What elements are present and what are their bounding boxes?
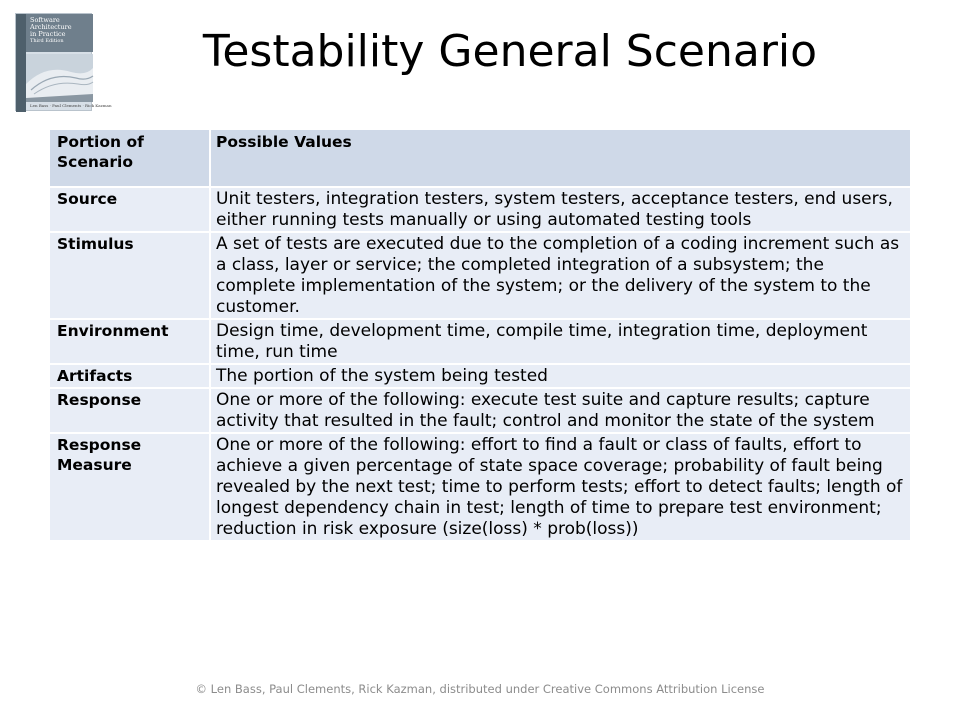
book-edition-line: Third Edition <box>30 38 64 44</box>
book-cover-photo <box>26 54 93 102</box>
row-portion-cell: Response Measure <box>49 433 210 541</box>
row-portion-cell: Environment <box>49 319 210 364</box>
row-values-cell: One or more of the following: execute test suite and capture results; capture activity that resulted in the fault; control and monitor the state of the system <box>210 388 911 433</box>
table-row <box>49 388 911 433</box>
book-cover-image <box>15 13 112 111</box>
book-cover-strip <box>16 14 26 112</box>
book-cover-title <box>30 17 92 45</box>
table-row <box>49 364 911 388</box>
table-row <box>49 187 911 232</box>
book-title-line: Architecture <box>30 23 72 31</box>
book-title-line: Software <box>30 16 60 24</box>
row-portion-cell: Artifacts <box>49 364 210 388</box>
row-values-cell: One or more of the following: effort to find a fault or class of faults, effort to achieve a given percentage of state space coverage; probability of fault being revealed by the next test; time to perform tests; effort to detect faults; length of longest dependency chain in test; length of time to prepare test environment; reduction in risk exposure (size(loss) * prob(loss)) <box>210 433 911 541</box>
copyright-footer: © Len Bass, Paul Clements, Rick Kazman, distributed under Creative Commons Attribution License <box>195 682 765 696</box>
row-values-cell: A set of tests are executed due to the completion of a coding increment such as a class, layer or service; the completed integration of a subsystem; the complete implementation of the system; or the delivery of the system to the customer. <box>210 232 911 319</box>
table-row <box>49 433 911 541</box>
book-authors: Len Bass · Paul Clements · Rick Kazman <box>30 103 112 108</box>
row-values-cell: Design time, development time, compile time, integration time, deployment time, run time <box>210 319 911 364</box>
header-values-cell: Possible Values <box>210 129 911 187</box>
row-values-cell: Unit testers, integration testers, system testers, acceptance testers, end users, either running tests manually or using automated testing tools <box>210 187 911 232</box>
book-title-line: in Practice <box>30 30 66 38</box>
table-row <box>49 319 911 364</box>
scenario-table <box>48 128 912 542</box>
row-values-cell: The portion of the system being tested <box>210 364 911 388</box>
header-portion-cell: Portion of Scenario <box>49 129 210 187</box>
row-portion-cell: Stimulus <box>49 232 210 319</box>
row-portion-cell: Response <box>49 388 210 433</box>
table-header-row <box>49 129 911 187</box>
table-row <box>49 232 911 319</box>
row-portion-cell: Source <box>49 187 210 232</box>
slide-title: Testability General Scenario <box>202 26 818 77</box>
